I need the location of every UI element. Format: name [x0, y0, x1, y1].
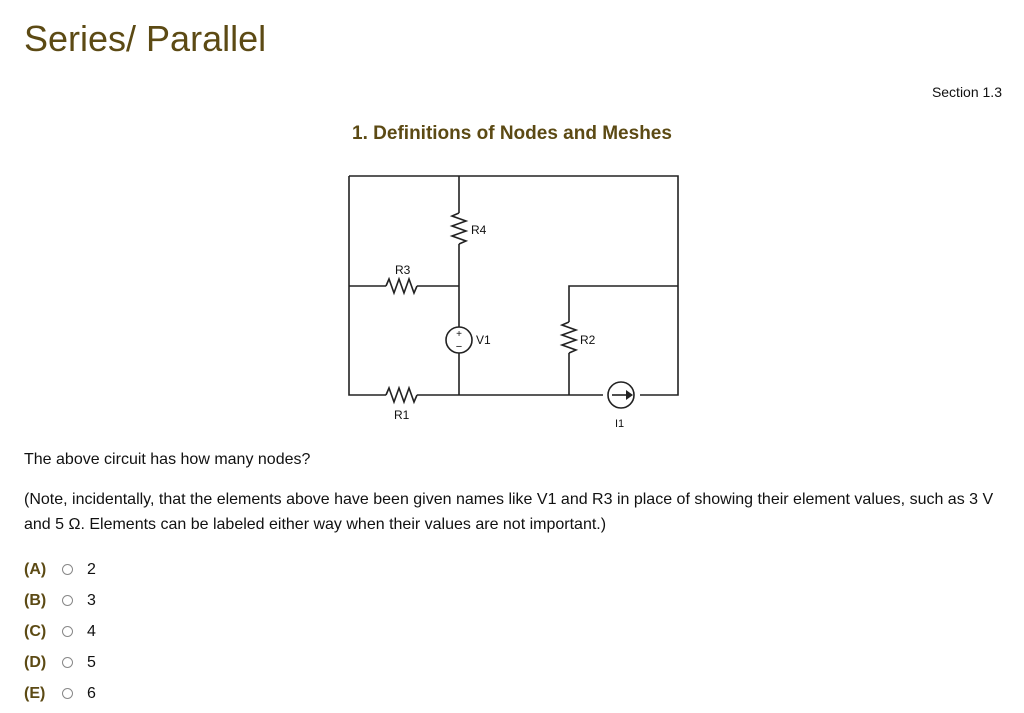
choice-c[interactable] [24, 616, 96, 647]
answer-choices [24, 554, 96, 709]
page-title: Series/ Parallel [24, 18, 267, 59]
radio-button[interactable] [62, 595, 73, 606]
resistor-r2 [562, 322, 576, 353]
section-label: Section 1.3 [931, 84, 1002, 100]
choice-letter: (A) [24, 560, 47, 578]
resistor-r3 [386, 279, 417, 293]
choice-letter: (D) [24, 653, 47, 671]
choice-letter: (E) [24, 684, 46, 702]
choice-b[interactable] [24, 585, 96, 616]
choice-value: 3 [87, 591, 96, 609]
choice-e[interactable] [24, 678, 96, 709]
svg-text:−: − [455, 341, 463, 353]
question-prompt: The above circuit has how many nodes? [24, 451, 311, 468]
question-heading: 1. Definitions of Nodes and Meshes [352, 123, 672, 144]
choice-value: 2 [87, 560, 96, 578]
radio-button[interactable] [62, 657, 73, 668]
radio-button[interactable] [62, 564, 73, 575]
choice-d[interactable] [24, 647, 96, 678]
choice-letter: (C) [24, 622, 47, 640]
label-r2: R2 [580, 333, 596, 347]
svg-text:+: + [456, 329, 462, 340]
voltage-source-v1 [446, 327, 472, 353]
choice-value: 6 [87, 684, 96, 702]
choice-value: 4 [87, 622, 96, 640]
resistor-r4 [452, 213, 466, 244]
radio-button[interactable] [62, 688, 73, 699]
label-r3: R3 [395, 263, 411, 277]
label-r4: R4 [471, 223, 487, 237]
label-i1: I1 [615, 418, 625, 430]
choice-value: 5 [87, 653, 96, 671]
resistor-r1 [386, 388, 417, 402]
wire-right-inner [569, 286, 678, 322]
radio-button[interactable] [62, 626, 73, 637]
current-source-i1 [608, 382, 634, 408]
choice-a[interactable] [24, 554, 96, 585]
question-note: (Note, incidentally, that the elements above have been given names like V1 and R3 in place of showing their element values, such as 3 V and 5 Ω. Elements can be labeled either way when their values are not important.) [24, 491, 994, 533]
label-v1: V1 [476, 333, 491, 347]
label-r1: R1 [394, 408, 410, 422]
choice-letter: (B) [24, 591, 47, 609]
